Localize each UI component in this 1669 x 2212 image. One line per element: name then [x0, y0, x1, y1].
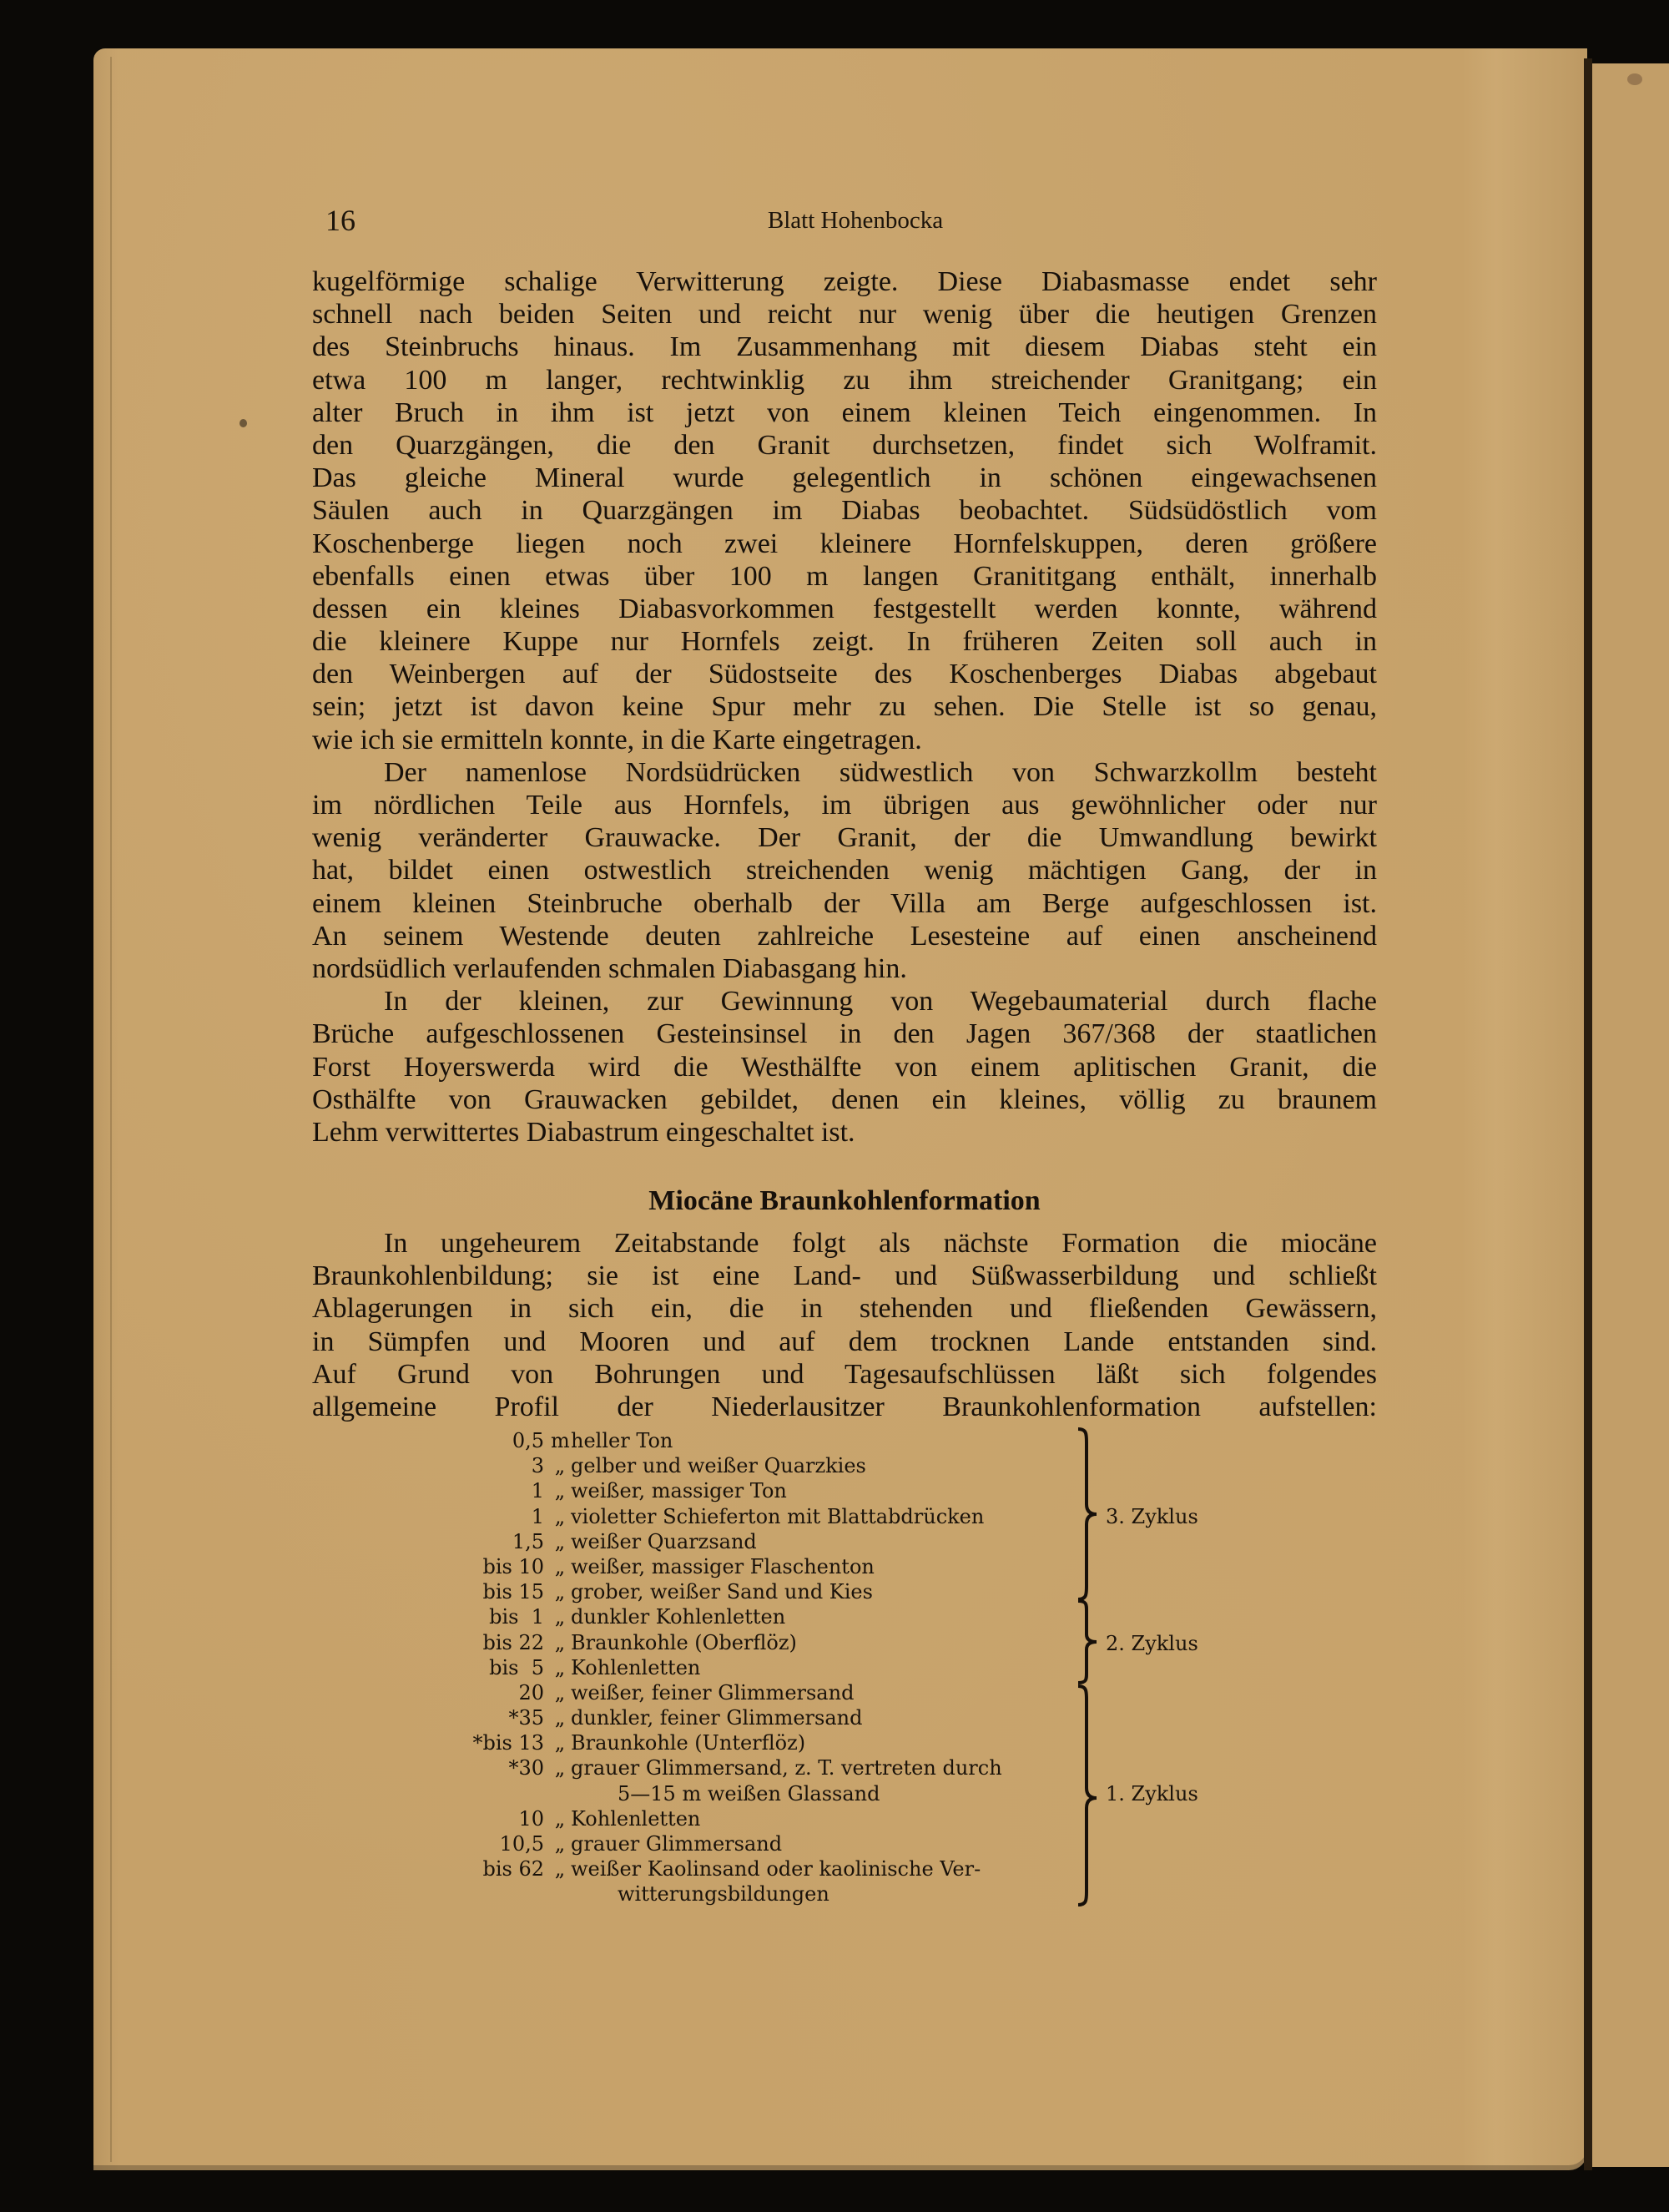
running-head — [325, 203, 1385, 245]
profile-row — [417, 1832, 1102, 1857]
unit: „ — [554, 1857, 566, 1881]
text-line: hat, bildet einen ostwestlich streichenden wenig mächtigen Gang, der in — [312, 855, 1377, 886]
unit: „ — [554, 1655, 566, 1679]
unit: „ — [554, 1756, 566, 1780]
layer-description: gelber und weißer Quarzkies — [571, 1454, 866, 1478]
text-line: wenig veränderter Grauwacke. Der Granit, der die Umwandlung bewirkt — [312, 822, 1377, 854]
text-line: Osthälfte von Grauwacken gebildet, denen ein kleines, völlig zu braunem — [312, 1083, 1377, 1115]
text-line: allgemeine Profil der Niederlausitzer Braunkohlenformation aufstellen: — [312, 1391, 1377, 1422]
thickness: *bis 13 — [472, 1731, 544, 1755]
thickness: bis 1 — [489, 1605, 544, 1629]
brace-icon — [1077, 1684, 1102, 1906]
unit: „ — [554, 1554, 566, 1578]
thickness: bis 22 — [482, 1630, 544, 1654]
layer-description: weißer, massiger Ton — [571, 1479, 787, 1503]
layer-description: weißer Kaolinsand oder kaolinische Ver- — [571, 1857, 981, 1881]
layer-description: violetter Schieferton mit Blattabdrücken — [571, 1504, 985, 1528]
layer-description: grauer Glimmersand, z. T. vertreten durch — [571, 1756, 1002, 1780]
text-line: Säulen auch in Quarzgängen im Diabas beobachtet. Südsüdöstlich vom — [312, 495, 1377, 527]
stratigraphic-profile — [417, 1429, 1102, 1908]
profile-row — [417, 1656, 1102, 1681]
book-gutter — [1584, 58, 1592, 2170]
thickness: *30 — [508, 1756, 544, 1780]
profile-row — [417, 1857, 1102, 1882]
unit: „ — [554, 1832, 566, 1856]
unit: „ — [554, 1706, 566, 1730]
brace-icon — [1077, 1599, 1102, 1684]
running-title: Blatt Hohenbocka — [767, 207, 944, 234]
layer-description: grober, weißer Sand und Kies — [571, 1580, 873, 1604]
page-edge-line — [110, 57, 112, 2162]
layer-description: dunkler, feiner Glimmersand — [571, 1706, 863, 1730]
text-line: alter Bruch in ihm ist jetzt von einem kleinen Teich eingenommen. In — [312, 396, 1377, 428]
thickness: 10 — [518, 1806, 544, 1831]
profile-row-continuation — [417, 1782, 1102, 1807]
unit: „ — [554, 1580, 566, 1604]
layer-description: weißer Quarzsand — [571, 1529, 757, 1553]
layer-description: weißer, feiner Glimmersand — [571, 1680, 855, 1704]
profile-row — [417, 1631, 1102, 1656]
profile-row — [417, 1756, 1102, 1781]
profile-row — [417, 1580, 1102, 1605]
layer-description: heller Ton — [571, 1429, 673, 1452]
unit: „ — [554, 1630, 566, 1654]
layer-description: witterungsbildungen — [618, 1882, 829, 1906]
layer-description: dunkler Kohlenletten — [571, 1605, 786, 1629]
thickness: 1,5 — [512, 1529, 544, 1553]
thickness: 20 — [518, 1680, 544, 1704]
text-line: in Sümpfen und Mooren und auf dem trocknen Lande entstanden sind. — [312, 1326, 1377, 1357]
profile-row — [417, 1706, 1102, 1731]
text-line: In der kleinen, zur Gewinnung von Wegebaumaterial durch flache — [384, 986, 1377, 1018]
text-line: Das gleiche Mineral wurde gelegentlich in schönen eingewachsenen — [312, 462, 1377, 494]
paragraph — [312, 265, 1377, 756]
thickness: 1 — [531, 1479, 544, 1503]
text-line: An seinem Westende deuten zahlreiche Lesesteine auf einen anscheinend — [312, 920, 1377, 952]
text-line: etwa 100 m langer, rechtwinklig zu ihm streichender Granitgang; ein — [312, 364, 1377, 396]
profile-row-continuation — [417, 1882, 1102, 1907]
text-line: ebenfalls einen etwas über 100 m langen Granititgang enthält, innerhalb — [312, 560, 1377, 592]
layer-description: Braunkohle (Oberflöz) — [571, 1630, 797, 1654]
cycle-label: 2. Zyklus — [1106, 1632, 1198, 1655]
profile-row — [417, 1555, 1102, 1580]
profile-row — [417, 1479, 1102, 1504]
text-line: im nördlichen Teile aus Hornfels, im übrigen aus gewöhnlicher oder nur — [312, 790, 1377, 821]
unit: „ — [554, 1454, 566, 1478]
section-heading: Miocäne Braunkohlenformation — [648, 1185, 1041, 1216]
text-line: Forst Hoyerswerda wird die Westhälfte von einem aplitischen Granit, die — [312, 1051, 1377, 1083]
page-number: 16 — [325, 204, 355, 237]
layer-description: Kohlenletten — [571, 1655, 701, 1679]
profile-row — [417, 1454, 1102, 1479]
text-line: sein; jetzt ist davon keine Spur mehr zu sehen. Die Stelle ist so genau, — [312, 691, 1377, 723]
unit: „ — [554, 1806, 566, 1831]
text-line: nordsüdlich verlaufenden schmalen Diabasgang hin. — [312, 952, 907, 984]
cycle-label: 1. Zyklus — [1106, 1782, 1198, 1805]
paper-spot — [240, 419, 247, 427]
unit: m — [551, 1429, 570, 1452]
thickness: 1 — [531, 1504, 544, 1528]
text-line: einem kleinen Steinbruche oberhalb der Villa am Berge aufgeschlossen ist. — [312, 887, 1377, 919]
thickness: 3 — [531, 1454, 544, 1478]
text-line: des Steinbruchs hinaus. Im Zusammenhang mit diesem Diabas steht ein — [312, 331, 1377, 363]
text-line: schnell nach beiden Seiten und reicht nur wenig über die heutigen Grenzen — [312, 299, 1377, 331]
profile-row — [417, 1429, 1102, 1454]
thickness: bis 15 — [482, 1580, 544, 1604]
thickness: *35 — [508, 1706, 544, 1730]
layer-description: Braunkohle (Unterflöz) — [571, 1731, 806, 1755]
profile-row — [417, 1505, 1102, 1530]
thickness: bis 62 — [482, 1857, 544, 1881]
cycle-label: 3. Zyklus — [1106, 1505, 1198, 1528]
layer-description: Kohlenletten — [571, 1806, 701, 1831]
layer-description: weißer, massiger Flaschenton — [571, 1554, 875, 1578]
thickness: 10,5 — [499, 1832, 544, 1856]
text-line: In ungeheurem Zeitabstande folgt als nächste Formation die miocäne — [384, 1228, 1377, 1259]
text-line: den Quarzgängen, die den Granit durchsetzen, findet sich Wolframit. — [312, 429, 1377, 461]
text-line: dessen ein kleines Diabasvorkommen festgestellt werden konnte, während — [312, 593, 1377, 624]
paragraph — [312, 756, 1377, 985]
section-text — [312, 1227, 1377, 1423]
profile-row — [417, 1530, 1102, 1555]
text-line: die kleinere Kuppe nur Hornfels zeigt. In früheren Zeiten soll auch in — [312, 626, 1377, 658]
text-line: Auf Grund von Bohrungen und Tagesaufschlüssen läßt sich folgendes — [312, 1358, 1377, 1390]
text-line: den Weinbergen auf der Südostseite des Koschenberges Diabas abgebaut — [312, 659, 1377, 690]
body-text — [312, 265, 1377, 1149]
unit: „ — [554, 1504, 566, 1528]
text-line: kugelförmige schalige Verwitterung zeigte. Diese Diabasmasse endet sehr — [312, 266, 1377, 297]
paper-spot — [1627, 73, 1642, 85]
text-line: Der namenlose Nordsüdrücken südwestlich von Schwarzkollm besteht — [384, 756, 1377, 788]
text-line: Ablagerungen in sich ein, die in stehenden und fließenden Gewässern, — [312, 1293, 1377, 1325]
paragraph — [312, 985, 1377, 1149]
unit: „ — [554, 1479, 566, 1503]
text-line: Lehm verwittertes Diabastrum eingeschaltet ist. — [312, 1116, 855, 1148]
profile-row — [417, 1681, 1102, 1706]
unit: „ — [554, 1605, 566, 1629]
unit: „ — [554, 1680, 566, 1704]
thickness: bis 10 — [482, 1554, 544, 1578]
layer-description: 5—15 m weißen Glassand — [618, 1781, 880, 1805]
thickness: 0,5 — [512, 1429, 544, 1452]
text-line: Braunkohlenbildung; sie ist eine Land- und Süßwasserbildung und schließt — [312, 1260, 1377, 1292]
text-line: Brüche aufgeschlossenen Gesteinsinsel in den Jagen 367/368 der staatlichen — [312, 1018, 1377, 1050]
profile-row — [417, 1731, 1102, 1756]
unit: „ — [554, 1529, 566, 1553]
brace-icon — [1077, 1427, 1102, 1601]
profile-row — [417, 1605, 1102, 1630]
profile-row — [417, 1807, 1102, 1832]
thickness: bis 5 — [489, 1655, 544, 1679]
layer-description: grauer Glimmersand — [571, 1832, 783, 1856]
text-line: wie ich sie ermitteln konnte, in die Karte eingetragen. — [312, 724, 922, 755]
unit: „ — [554, 1731, 566, 1755]
text-line: Koschenberge liegen noch zwei kleinere Hornfelskuppen, deren größere — [312, 528, 1377, 559]
facing-page-edge — [1592, 63, 1669, 2167]
